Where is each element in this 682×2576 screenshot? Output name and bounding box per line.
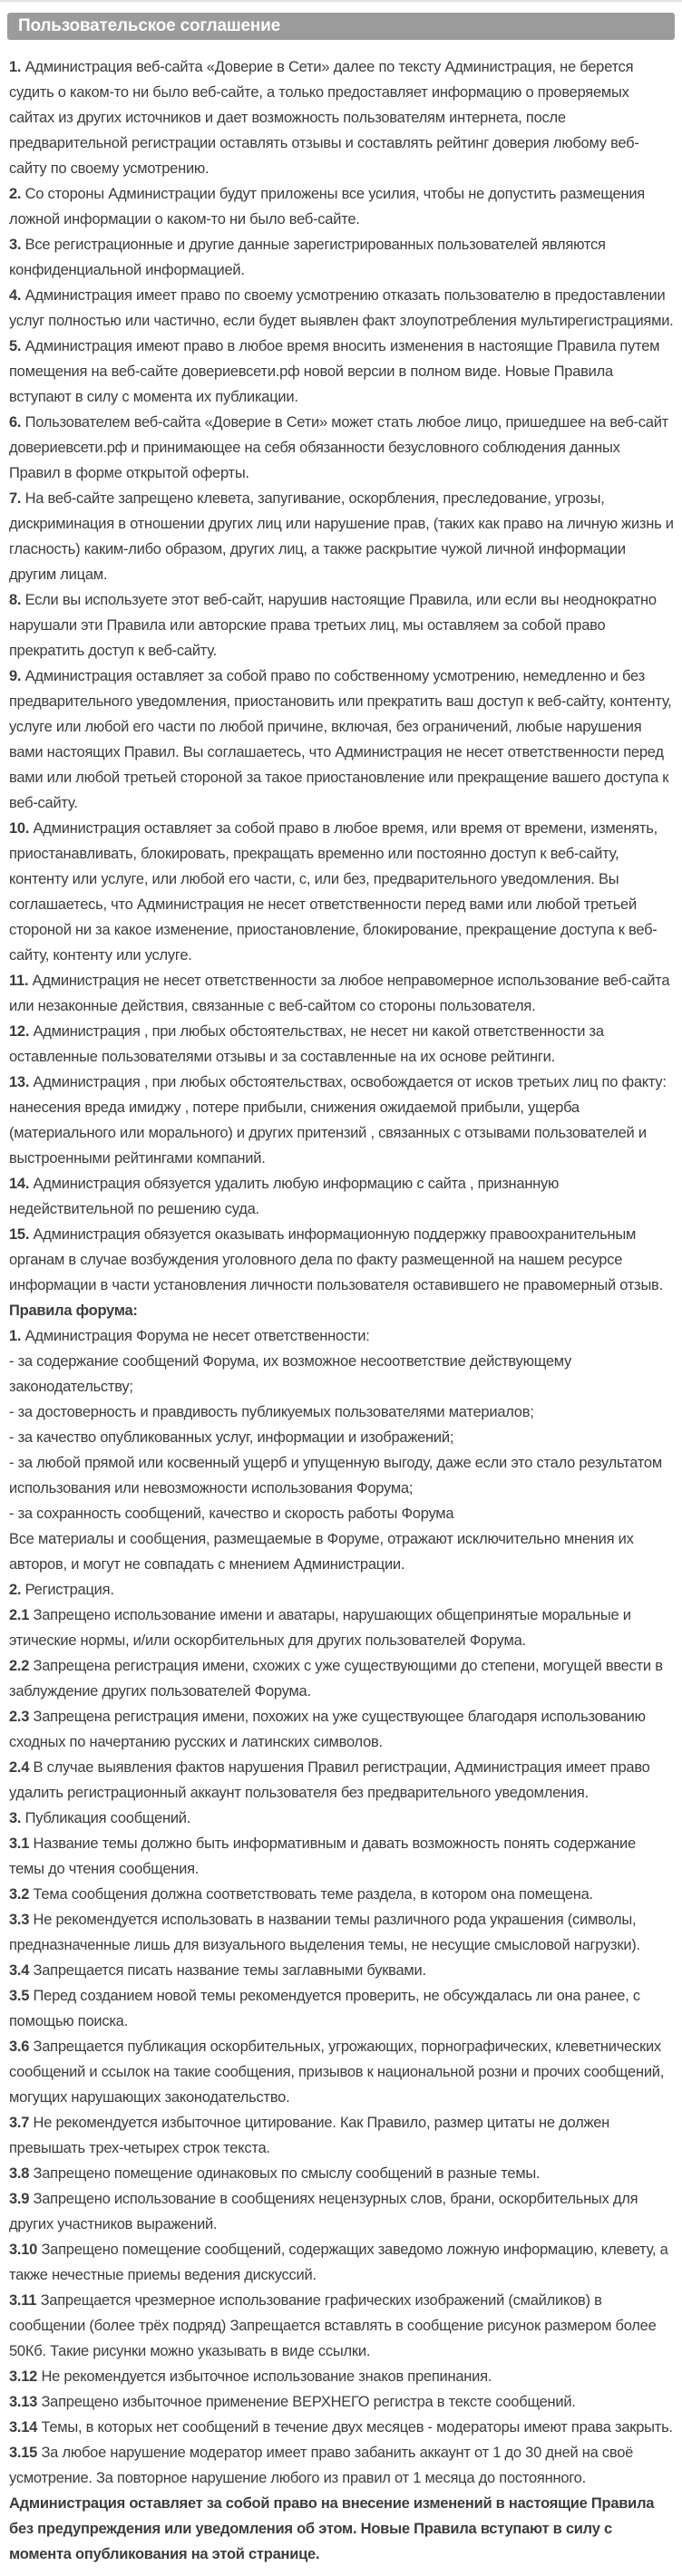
section-number: 3.	[9, 1810, 22, 1826]
item-number: 3.13	[9, 2394, 38, 2410]
registration-list	[9, 1603, 674, 1806]
liability-list-item: - за достоверность и правдивость публикуемых пользователями материалов;	[9, 1404, 534, 1420]
publication-item	[9, 1958, 674, 1983]
agreement-item	[9, 1222, 674, 1298]
item-text: Администрация Форума не несет ответственности:	[24, 1328, 370, 1344]
publication-item	[9, 2415, 674, 2440]
section-number: 2.	[9, 1582, 22, 1598]
publication-item	[9, 2110, 674, 2161]
agreement-item	[9, 968, 674, 1019]
item-number: 7.	[9, 490, 22, 507]
item-text: Не рекомендуется избыточное использование знаков препинания.	[41, 2368, 492, 2385]
item-text: Не рекомендуется избыточное цитирование. Как Правило, размер цитаты не должен превышать трех-четырех строк текста.	[9, 2115, 610, 2156]
item-text: Перед созданием новой темы рекомендуется проверить, не обсуждалась ли она ранее, с помощью поиска.	[9, 1988, 640, 2029]
publication-item	[9, 1882, 674, 1907]
item-text: Администрация имеет право по своему усмотрению отказать пользователю в предоставлении услуг полностью или частично, если будет выявлен факт злоупотребления мультирегистрациями.	[9, 287, 674, 329]
item-number: 3.15	[9, 2445, 38, 2461]
section-title: Публикация сообщений.	[24, 1810, 191, 1826]
item-text: Администрация имеют право в любое время вносить изменения в настоящие Правила путем помещения на веб-сайте довериевсети.рф новой версии в полном виде. Новые Правила вступают в силу с момента их публикации.	[9, 338, 660, 405]
item-text: В случае выявления фактов нарушения Правил регистрации, Администрация имеет право удалить регистрационный аккаунт пользователя без предварительного уведомления.	[9, 1759, 650, 1801]
item-number: 15.	[9, 1226, 30, 1243]
item-number: 4.	[9, 287, 22, 304]
item-number: 3.	[9, 237, 22, 253]
item-number: 13.	[9, 1074, 30, 1090]
item-text: Со стороны Администрации будут приложены все усилия, чтобы не допустить размещения ложной информации о каком-то ни было веб-сайте.	[9, 186, 645, 228]
publication-item	[9, 2440, 674, 2491]
publication-item	[9, 2034, 674, 2110]
item-text: Администрация обязуется удалить любую информацию с сайта , признанную недействительной по решению суда.	[9, 1176, 560, 1217]
item-number: 3.1	[9, 1835, 30, 1852]
item-text: Запрещено помещение одинаковых по смыслу сообщений в разные темы.	[33, 2165, 541, 2182]
item-text: Пользователем веб-сайта «Доверие в Сети» может стать любое лицо, пришедшее на веб-сайт довериевсети.рф и принимающее на себя обязанности безусловного соблюдения данных Правил в форме открытой оферты.	[9, 414, 668, 481]
forum-rules-note: Все материалы и сообщения, размещаемые в Форуме, отражают исключительно мнения их авторов, и могут не совпадать с мнением Администрации.	[9, 1531, 634, 1573]
publication-list	[9, 1831, 674, 2491]
publication-item	[9, 1831, 674, 1882]
liability-list	[9, 1349, 674, 1526]
item-number: 2.2	[9, 1658, 30, 1674]
item-text: Запрещено помещение сообщений, содержащих заведомо ложную информацию, клевету, а также нечестные приемы ведения дискуссий.	[9, 2242, 668, 2283]
publication-item	[9, 2288, 674, 2364]
page-title-bar	[7, 13, 675, 40]
agreement-list	[9, 54, 674, 1298]
item-number: 3.11	[9, 2292, 37, 2309]
item-number: 2.4	[9, 1759, 30, 1776]
agreement-item	[9, 663, 674, 816]
item-text: Администрация , при любых обстоятельствах, освобождается от исков третьих лиц по факту: нанесения вреда имиджу , потере прибыли, снижения ожидаемой прибыли, ущерба (материального или морального) и других притензий , связанных с отзывами пользователей и выстроенными рейтингами компаний.	[9, 1074, 667, 1167]
item-number: 5.	[9, 338, 22, 354]
liability-list-item: - за качество опубликованных услуг, информации и изображений;	[9, 1429, 454, 1446]
agreement-item	[9, 283, 674, 334]
registration-item	[9, 1704, 674, 1755]
forum-rules-item	[9, 1323, 674, 1349]
item-number: 3.6	[9, 2039, 30, 2055]
item-text: Администрация оставляет за собой право в любое время, или время от времени, изменять, приостанавливать, блокировать, прекращать временно или постоянно доступ к веб-сайту, контенту или услуге, или любой его части, с, или без, предварительного уведомления. Вы соглашаетесь, что Администрация не несет ответственности перед вами или любой третьей стороной ни за какое изменение, приостановление, блокирование, прекращение доступа к веб-сайту, контенту или услуге.	[9, 820, 658, 964]
forum-rules-heading: Правила форума:	[9, 1303, 138, 1319]
agreement-item	[9, 1171, 674, 1222]
agreement-document	[0, 40, 682, 2576]
item-text: Все регистрационные и другие данные зарегистрированных пользователей являются конфиденциальной информацией.	[9, 237, 606, 278]
registration-item	[9, 1603, 674, 1653]
agreement-item	[9, 587, 674, 663]
publication-item	[9, 2237, 674, 2288]
item-number: 3.2	[9, 1886, 30, 1903]
item-number: 6.	[9, 414, 22, 431]
item-text: Запрещено использование в сообщениях нецензурных слов, брани, оскорбительных для других участников выражений.	[9, 2191, 638, 2232]
agreement-item	[9, 54, 674, 181]
item-number: 3.12	[9, 2368, 38, 2385]
publication-item	[9, 2364, 674, 2389]
agreement-item	[9, 181, 674, 232]
publication-section	[9, 1806, 674, 2491]
publication-item	[9, 2186, 674, 2237]
liability-list-item: - за сохранность сообщений, качество и скорость работы Форума	[9, 1506, 454, 1522]
item-number: 12.	[9, 1023, 30, 1040]
item-number: 3.10	[9, 2242, 38, 2258]
item-number: 3.14	[9, 2419, 38, 2436]
item-text: Администрация веб-сайта «Доверие в Сети» далее по тексту Администрация, не берется судить о каком-то ни было веб-сайте, а только предоставляет информацию о проверяемых сайтах из других источников и дает возможность пользователям интернета, после предварительной регистрации оставлять отзывы и составлять рейтинг доверия любому веб-сайту по своему усмотрению.	[9, 59, 639, 177]
amendments-notice: Администрация оставляет за собой право на внесение изменений в настоящие Правила без предупреждения или уведомления об этом. Новые Правила вступают в силу с момента опубликования на этой странице.	[9, 2495, 655, 2562]
item-text: Запрещена регистрация имени, схожих с уже существующими до степени, могущей ввести в заблуждение других пользователей Форума.	[9, 1658, 663, 1700]
item-text: Если вы используете этот веб-сайт, нарушив настоящие Правила, или если вы неоднократно нарушали эти Правила или авторские права третьих лиц, мы оставляем за собой право прекратить доступ к веб-сайту.	[9, 592, 657, 659]
agreement-item	[9, 816, 674, 968]
item-text: Администрация , при любых обстоятельствах, не несет ни какой ответственности за оставленные пользователями отзывы и за составленные на их основе рейтинги.	[9, 1023, 604, 1065]
item-number: 1.	[9, 1328, 22, 1344]
item-text: Запрещено использование имени и аватары, нарушающих общепринятые моральные и этические нормы, и/или оскорбительных для других пользователей Форума.	[9, 1607, 631, 1649]
publication-heading	[9, 1806, 674, 1831]
registration-item	[9, 1755, 674, 1806]
registration-item	[9, 1653, 674, 1704]
item-number: 14.	[9, 1176, 30, 1192]
agreement-item	[9, 1019, 674, 1070]
item-text: Запрещено избыточное применение ВЕРХНЕГО регистра в тексте сообщений.	[41, 2394, 576, 2410]
item-text: На веб-сайте запрещено клевета, запугивание, оскорбления, преследование, угрозы, дискриминация в отношении других лиц или нарушение прав, (таких как право на личную жизнь и гласность) каким-либо образом, других лиц, а также раскрытие чужой личной информации другим лицам.	[9, 490, 674, 583]
item-number: 8.	[9, 592, 22, 608]
publication-item	[9, 2161, 674, 2186]
item-text: Запрещена регистрация имени, похожих на уже существующее благодаря использованию сходных по начертанию русских и латинских символов.	[9, 1709, 646, 1750]
item-text: Не рекомендуется использовать в названии темы различного рода украшения (символы, предназначенные лишь для визуального выделения темы, не несущие смысловой нагрузки).	[9, 1912, 640, 1953]
item-text: Запрещается чрезмерное использование графических изображений (смайликов) в сообщении (более трёх подряд) Запрещается вставлять в сообщение рисунок размером более 50Кб. Такие рисунки можно указывать в виде ссылки.	[9, 2292, 657, 2359]
agreement-item	[9, 1070, 674, 1171]
item-number: 3.3	[9, 1912, 30, 1928]
liability-list-item: - за любой прямой или косвенный ущерб и упущенную выгоду, даже если это стало результатом использования или невозможности использования Форума;	[9, 1455, 662, 1496]
item-number: 3.5	[9, 1988, 30, 2004]
agreement-item	[9, 334, 674, 410]
publication-item	[9, 1907, 674, 1958]
item-number: 2.	[9, 186, 22, 202]
item-number: 3.9	[9, 2191, 30, 2207]
page-title: Пользовательское соглашение	[18, 16, 280, 35]
section-title: Регистрация.	[24, 1582, 114, 1598]
item-text: Администрация оставляет за собой право по собственному усмотрению, немедленно и без предварительного уведомления, приостановить или прекратить ваш доступ к веб-сайту, контенту, услуге или любой его части по любой причине, включая, без ограничений, любые нарушения вами настоящих Правил. Вы соглашаетесь, что Администрация не несет ответственности перед вами или любой третьей стороной за такое приостановление или прекращение вашего доступа к веб-сайту.	[9, 668, 672, 811]
item-number: 2.1	[9, 1607, 30, 1623]
forum-rules-section	[9, 1298, 674, 1577]
publication-item	[9, 2389, 674, 2415]
item-number: 11.	[9, 973, 29, 989]
item-number: 3.4	[9, 1962, 30, 1979]
item-number: 3.8	[9, 2165, 30, 2182]
item-text: Название темы должно быть информативным и давать возможность понять содержание темы до чтения сообщения.	[9, 1835, 636, 1877]
agreement-item	[9, 486, 674, 587]
item-text: Темы, в которых нет сообщений в течение двух месяцев - модераторы имеют права закрыть.	[41, 2419, 673, 2436]
agreement-item	[9, 410, 674, 486]
item-text: Администрация не несет ответственности за любое неправомерное использование веб-сайта или незаконные действия, связанные с веб-сайтом со стороны пользователя.	[9, 973, 670, 1014]
item-text: За любое нарушение модератор имеет право забанить аккаунт от 1 до 30 дней на своё усмотрение. За повторное нарушение любого из правил от 1 месяца до постоянного.	[9, 2445, 634, 2486]
item-number: 9.	[9, 668, 22, 684]
agreement-item	[9, 232, 674, 283]
item-text: Запрещается писать название темы заглавными буквами.	[33, 1962, 426, 1979]
liability-list-item: - за содержание сообщений Форума, их возможное несоответствие действующему законодательству;	[9, 1353, 572, 1395]
item-text: Администрация обязуется оказывать информационную поддержку правоохранительным органам в случае возбуждения уголовного дела по факту размещенной на нашем ресурсе информации в части установления личности пользователя оставившего не правомерный отзыв.	[9, 1226, 663, 1293]
item-text: Тема сообщения должна соответствовать теме раздела, в котором она помещена.	[33, 1886, 593, 1903]
registration-section	[9, 1577, 674, 1806]
item-number: 1.	[9, 59, 22, 75]
item-number: 2.3	[9, 1709, 30, 1725]
item-text: Запрещается публикация оскорбительных, угрожающих, порнографических, клеветнических сообщений и ссылок на такие сообщения, призывов к национальной розни и прочих сообщений, могущих нарушающих законодательство.	[9, 2039, 665, 2106]
item-number: 3.7	[9, 2115, 30, 2131]
publication-item	[9, 1983, 674, 2034]
registration-heading	[9, 1577, 674, 1603]
item-number: 10.	[9, 820, 30, 837]
